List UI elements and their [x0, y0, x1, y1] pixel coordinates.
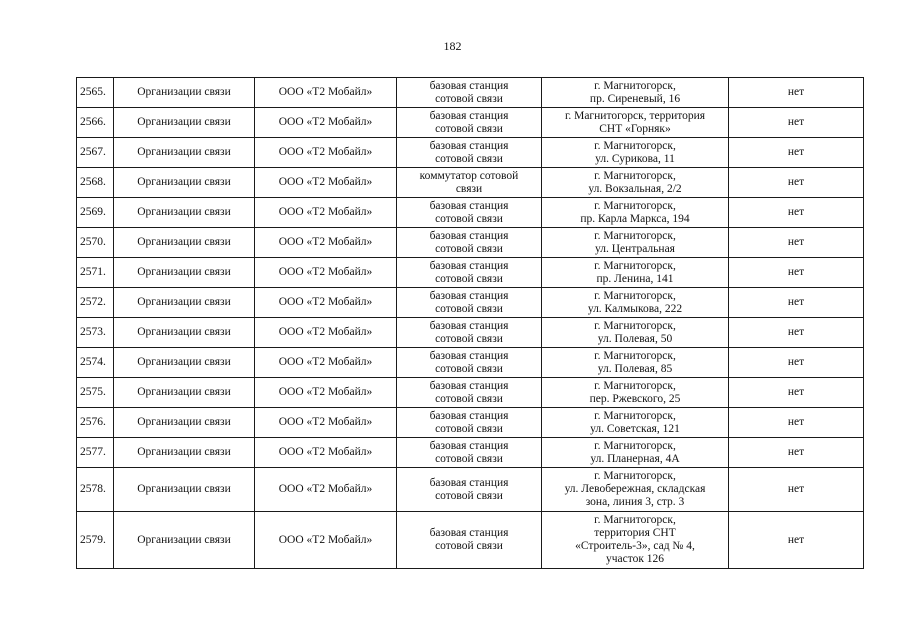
address-line: пр. Ленина, 141 [596, 272, 674, 285]
facility-type-line: сотовой связи [435, 489, 503, 502]
facility-type-cell [397, 108, 542, 138]
category-cell: Организации связи [114, 168, 255, 198]
row-number: 2565. [77, 78, 114, 108]
operator-cell: ООО «Т2 Мобайл» [255, 258, 397, 288]
address-line: ул. Советская, 121 [590, 422, 680, 435]
row-number: 2578. [77, 468, 114, 512]
facility-type-line: базовая станция [429, 439, 509, 452]
row-number: 2570. [77, 228, 114, 258]
address-cell [542, 318, 729, 348]
page-number: 182 [443, 39, 462, 53]
row-number: 2575. [77, 378, 114, 408]
address-cell [542, 108, 729, 138]
facility-type-line: базовая станция [429, 289, 509, 302]
address-line: г. Магнитогорск, [594, 379, 676, 392]
facility-type-line: сотовой связи [435, 242, 503, 255]
facility-type-line: базовая станция [429, 79, 509, 92]
value-cell: нет [729, 468, 864, 512]
address-cell [542, 138, 729, 168]
address-cell [542, 228, 729, 258]
address-line: ул. Полевая, 85 [597, 362, 673, 375]
category-cell: Организации связи [114, 78, 255, 108]
facility-type-cell [397, 78, 542, 108]
facility-type-cell [397, 258, 542, 288]
address-line: г. Магнитогорск, [594, 259, 676, 272]
facility-type-cell [397, 512, 542, 569]
facility-type-line: базовая станция [429, 259, 509, 272]
facility-type-line: базовая станция [429, 409, 509, 422]
row-number: 2572. [77, 288, 114, 318]
table-row [77, 138, 864, 168]
facility-type-line: сотовой связи [435, 302, 503, 315]
facility-type-cell [397, 228, 542, 258]
operator-cell: ООО «Т2 Мобайл» [255, 198, 397, 228]
address-cell [542, 288, 729, 318]
facility-type-line: связи [455, 182, 483, 195]
operator-cell: ООО «Т2 Мобайл» [255, 228, 397, 258]
category-cell: Организации связи [114, 408, 255, 438]
row-number: 2567. [77, 138, 114, 168]
row-number: 2577. [77, 438, 114, 468]
table-row [77, 408, 864, 438]
category-cell: Организации связи [114, 512, 255, 569]
address-line: г. Магнитогорск, [594, 79, 676, 92]
address-line: г. Магнитогорск, [594, 470, 676, 482]
address-line: г. Магнитогорск, [594, 409, 676, 422]
row-number: 2573. [77, 318, 114, 348]
row-number: 2579. [77, 512, 114, 569]
operator-cell: ООО «Т2 Мобайл» [255, 168, 397, 198]
row-number: 2576. [77, 408, 114, 438]
facility-type-line: сотовой связи [435, 212, 503, 225]
category-cell: Организации связи [114, 438, 255, 468]
operator-cell: ООО «Т2 Мобайл» [255, 138, 397, 168]
address-line: г. Магнитогорск, [594, 139, 676, 152]
address-line: пр. Карла Маркса, 194 [580, 212, 690, 225]
value-cell: нет [729, 512, 864, 569]
facility-type-line: базовая станция [429, 319, 509, 332]
facility-type-line: коммутатор сотовой [419, 169, 519, 182]
address-line: г. Магнитогорск, [594, 319, 676, 332]
registry-table-body [77, 78, 864, 569]
address-line: ул. Сурикова, 11 [595, 152, 675, 165]
value-cell: нет [729, 348, 864, 378]
operator-cell: ООО «Т2 Мобайл» [255, 378, 397, 408]
category-cell: Организации связи [114, 318, 255, 348]
operator-cell: ООО «Т2 Мобайл» [255, 288, 397, 318]
operator-cell: ООО «Т2 Мобайл» [255, 468, 397, 512]
facility-type-line: базовая станция [429, 349, 509, 362]
facility-type-cell [397, 378, 542, 408]
facility-type-cell [397, 468, 542, 512]
address-line: ул. Планерная, 4А [590, 452, 680, 465]
address-cell [542, 378, 729, 408]
category-cell: Организации связи [114, 108, 255, 138]
facility-type-cell [397, 318, 542, 348]
value-cell: нет [729, 288, 864, 318]
row-number: 2571. [77, 258, 114, 288]
facility-type-line: базовая станция [429, 527, 509, 539]
address-line: пр. Сиреневый, 16 [589, 92, 681, 105]
table-row [77, 378, 864, 408]
facility-type-line: базовая станция [429, 109, 509, 122]
table-row [77, 78, 864, 108]
category-cell: Организации связи [114, 258, 255, 288]
table-row [77, 228, 864, 258]
table-row [77, 348, 864, 378]
table-row [77, 438, 864, 468]
facility-type-cell [397, 438, 542, 468]
category-cell: Организации связи [114, 288, 255, 318]
facility-type-cell [397, 168, 542, 198]
address-line: г. Магнитогорск, [594, 229, 676, 242]
value-cell: нет [729, 78, 864, 108]
operator-cell: ООО «Т2 Мобайл» [255, 348, 397, 378]
row-number: 2569. [77, 198, 114, 228]
operator-cell: ООО «Т2 Мобайл» [255, 408, 397, 438]
table-row [77, 468, 864, 512]
address-line: СНТ «Горняк» [599, 122, 671, 135]
value-cell: нет [729, 228, 864, 258]
operator-cell: ООО «Т2 Мобайл» [255, 78, 397, 108]
facility-type-line: сотовой связи [435, 362, 503, 375]
address-line: участок 126 [605, 553, 665, 565]
address-cell [542, 468, 729, 512]
table-row [77, 168, 864, 198]
address-line: «Строитель-3», сад № 4, [575, 540, 695, 552]
category-cell: Организации связи [114, 348, 255, 378]
category-cell: Организации связи [114, 378, 255, 408]
address-line: ул. Калмыкова, 222 [587, 302, 683, 315]
operator-cell: ООО «Т2 Мобайл» [255, 108, 397, 138]
value-cell: нет [729, 408, 864, 438]
row-number: 2566. [77, 108, 114, 138]
facility-type-line: базовая станция [429, 379, 509, 392]
facility-type-cell [397, 138, 542, 168]
facility-type-line: сотовой связи [435, 272, 503, 285]
registry-table [76, 77, 864, 569]
value-cell: нет [729, 198, 864, 228]
facility-type-line: сотовой связи [435, 122, 503, 135]
facility-type-line: сотовой связи [435, 540, 503, 552]
address-line: ул. Центральная [595, 242, 675, 255]
value-cell: нет [729, 108, 864, 138]
address-line: зона, линия 3, стр. 3 [585, 496, 685, 508]
address-line: г. Магнитогорск, территория [564, 109, 706, 122]
facility-type-line: базовая станция [429, 229, 509, 242]
table-row [77, 318, 864, 348]
operator-cell: ООО «Т2 Мобайл» [255, 318, 397, 348]
value-cell: нет [729, 258, 864, 288]
address-line: г. Магнитогорск, [594, 349, 676, 362]
address-cell [542, 408, 729, 438]
table-row [77, 108, 864, 138]
facility-type-cell [397, 408, 542, 438]
address-cell [542, 348, 729, 378]
address-cell [542, 78, 729, 108]
address-line: ул. Вокзальная, 2/2 [588, 182, 682, 195]
address-cell [542, 438, 729, 468]
facility-type-line: сотовой связи [435, 152, 503, 165]
address-line: территория СНТ [594, 527, 676, 539]
category-cell: Организации связи [114, 228, 255, 258]
facility-type-line: базовая станция [429, 199, 509, 212]
facility-type-line: базовая станция [429, 476, 509, 489]
facility-type-cell [397, 198, 542, 228]
table-row [77, 198, 864, 228]
value-cell: нет [729, 318, 864, 348]
category-cell: Организации связи [114, 468, 255, 512]
category-cell: Организации связи [114, 198, 255, 228]
address-line: пер. Ржевского, 25 [589, 392, 681, 405]
address-cell [542, 198, 729, 228]
row-number: 2568. [77, 168, 114, 198]
table-row [77, 288, 864, 318]
row-number: 2574. [77, 348, 114, 378]
value-cell: нет [729, 378, 864, 408]
address-cell [542, 512, 729, 569]
operator-cell: ООО «Т2 Мобайл» [255, 438, 397, 468]
facility-type-line: сотовой связи [435, 392, 503, 405]
facility-type-line: сотовой связи [435, 92, 503, 105]
address-line: г. Магнитогорск, [594, 439, 676, 452]
address-cell [542, 168, 729, 198]
facility-type-line: сотовой связи [435, 332, 503, 345]
facility-type-cell [397, 348, 542, 378]
address-line: ул. Левобережная, складская [564, 483, 706, 495]
value-cell: нет [729, 438, 864, 468]
operator-cell: ООО «Т2 Мобайл» [255, 512, 397, 569]
value-cell: нет [729, 138, 864, 168]
facility-type-line: сотовой связи [435, 422, 503, 435]
address-line: г. Магнитогорск, [594, 199, 676, 212]
table-row [77, 512, 864, 569]
address-cell [542, 258, 729, 288]
facility-type-line: базовая станция [429, 139, 509, 152]
facility-type-line: сотовой связи [435, 452, 503, 465]
address-line: г. Магнитогорск, [594, 514, 676, 526]
address-line: ул. Полевая, 50 [597, 332, 673, 345]
table-row [77, 258, 864, 288]
category-cell: Организации связи [114, 138, 255, 168]
value-cell: нет [729, 168, 864, 198]
address-line: г. Магнитогорск, [594, 169, 676, 182]
facility-type-cell [397, 288, 542, 318]
address-line: г. Магнитогорск, [594, 289, 676, 302]
